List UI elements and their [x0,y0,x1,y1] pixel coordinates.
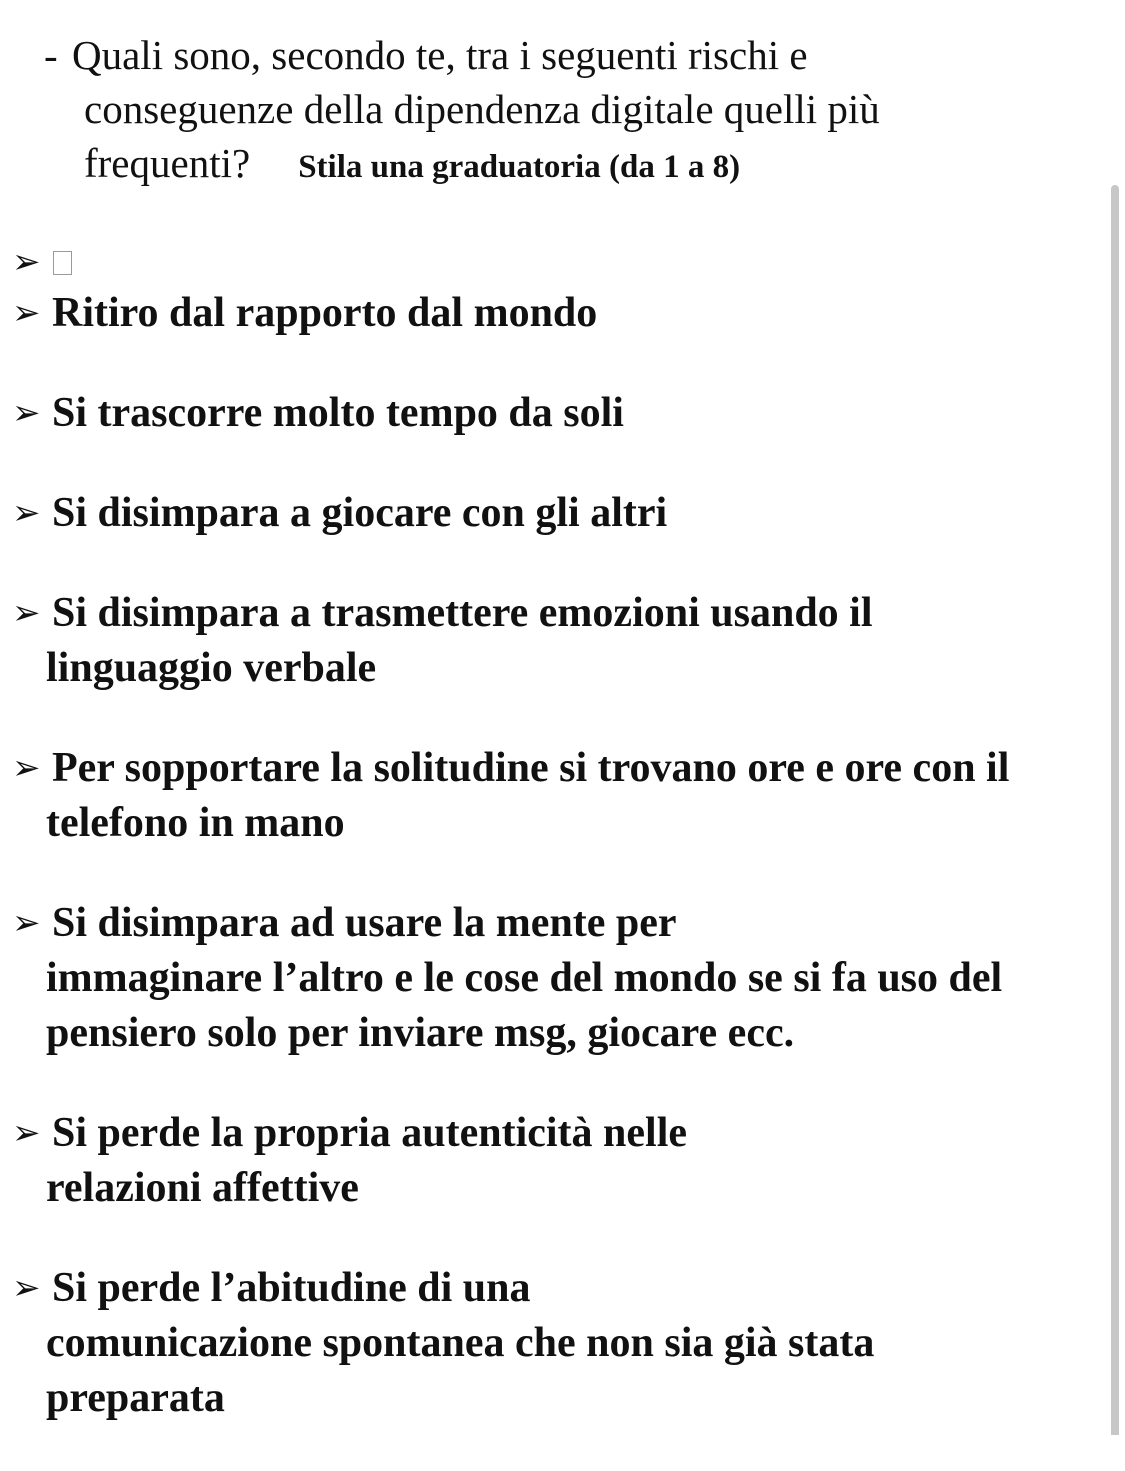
arrow-bullet-icon: ➢ [12,495,41,532]
arrow-bullet-icon: ➢ [12,244,41,281]
list-item-line: telefono in mano [46,800,345,846]
question-dash: - [44,32,58,78]
question-line-2: conseguenze della dipendenza digitale quelli più [84,86,880,132]
list-item-line: Si trascorre molto tempo da soli [52,390,624,436]
list-item-line: preparata [46,1375,225,1421]
question-text-3: frequenti? [84,140,251,186]
list-item-text [52,386,1107,441]
list-item [12,386,1107,441]
arrow-bullet-icon: ➢ [12,395,41,432]
list-item [12,1261,1107,1426]
empty-list-item [12,238,72,288]
list-item-text [46,1106,1107,1216]
arrow-bullet-icon: ➢ [12,595,41,632]
arrow-bullet-icon: ➢ [12,750,41,787]
list-item-line: comunicazione spontanea che non sia già stata [46,1320,875,1366]
scrollbar[interactable] [1111,185,1119,1435]
list-item-line: Ritiro dal rapporto dal mondo [52,290,598,336]
list-item [12,741,1107,851]
question-line-3 [44,136,1084,194]
list-item-line: relazioni affettive [46,1165,359,1211]
question-line-1 [44,28,1084,82]
list-item [12,1106,1107,1216]
list-item-line: Si disimpara a trasmettere emozioni usando il [52,590,873,636]
arrow-bullet-icon: ➢ [12,905,41,942]
list-item-line: pensiero solo per inviare msg, giocare ecc. [46,1010,795,1056]
list-item-text [46,1261,1107,1426]
question-text-1: Quali sono, secondo te, tra i seguenti rischi e [72,32,808,78]
list-item [12,486,1107,541]
list-item-line: Si perde la propria autenticità nelle [52,1110,688,1156]
list-item-text [46,741,1107,851]
list-item-line: Per sopportare la solitudine si trovano ore e ore con il [52,745,1010,791]
risk-list [12,286,1107,1471]
list-item-line: Si perde l’abitudine di una [52,1265,531,1311]
list-item-text [52,286,1107,341]
arrow-bullet-icon: ➢ [12,1115,41,1152]
arrow-bullet-icon: ➢ [12,295,41,332]
list-item-line: Si disimpara a giocare con gli altri [52,490,668,536]
list-item-line: immaginare l’altro e le cose del mondo se si fa uso del [46,955,1003,1001]
list-item [12,896,1107,1061]
question-block [44,28,1084,194]
list-item [12,286,1107,341]
list-item-line: Si disimpara ad usare la mente per [52,900,677,946]
list-item [12,586,1107,696]
list-item-text [46,586,1107,696]
list-item-text [52,486,1107,541]
list-item-line: linguaggio verbale [46,645,377,691]
arrow-bullet-icon: ➢ [12,1270,41,1307]
ranking-instruction: Stila una graduatoria (da 1 a 8) [298,149,741,185]
missing-glyph-box [53,251,72,275]
list-item-text [46,896,1107,1061]
